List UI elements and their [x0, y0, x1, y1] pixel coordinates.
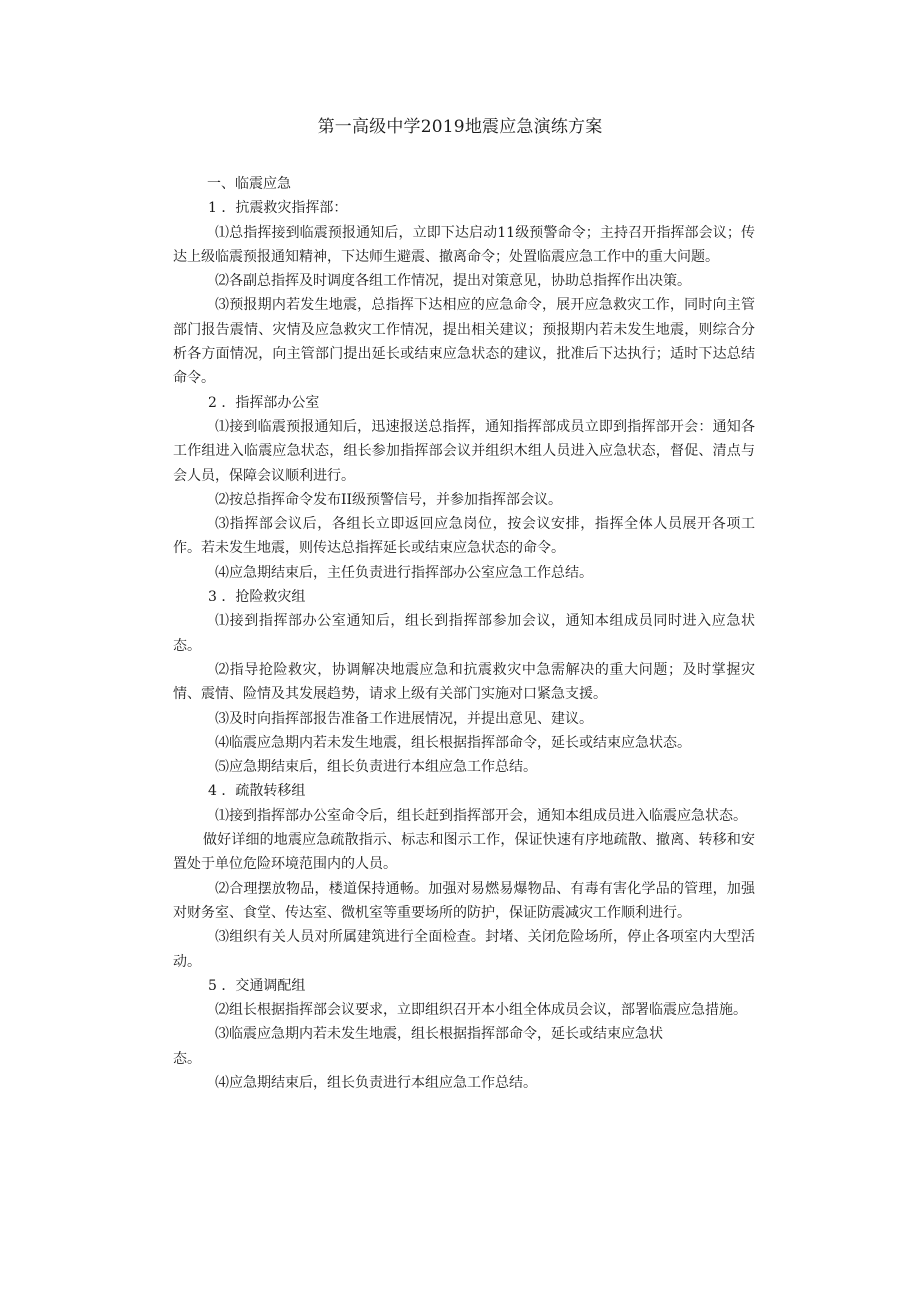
list-item: ⑴接到指挥部办公室通知后，组长到指挥部参加会议，通知本组成员同时进入应急状态。 [173, 613, 755, 654]
list-item: ⑶预报期内若发生地震，总指挥下达相应的应急命令，展开应急救灾工作，同时向主管部门报告震情、灾情及应急救灾工作情况，提出相关建议；预报期内若未发生地震，则综合分析各方面情况，向主管部门提出延长或结束应急状态的建议，批准后下达执行；适时下达总结命令。 [173, 297, 755, 387]
list-item: ⑴接到指挥部办公室命令后，组长赶到指挥部开会，通知本组成员进入临震应急状态。 [215, 807, 747, 824]
list-item: ⑷应急期结束后，主任负责进行指挥部办公室应急工作总结。 [215, 564, 593, 581]
list-item: ⑶临震应急期内若未发生地震，组长根据指挥部命令，延长或结束应急状 [215, 1026, 663, 1043]
list-item: ⑶及时向指挥部报告准备工作进展情况，并提出意见、建议。 [215, 710, 593, 727]
list-item: ⑵合理摆放物品，楼道保持通畅。加强对易燃易爆物品、有毒有害化学品的管理，加强对财务室、食堂、传达室、微机室等重要场所的防护，保证防震减灾工作顺利进行。 [173, 880, 755, 921]
list-item: ⑴总指挥接到临震预报通知后，立即下达启动11级预警命令；主持召开指挥部会议；传达上级临震预报通知精神，下达师生避震、撤离命令；处置临震应急工作中的重大问题。 [173, 224, 755, 265]
list-item: ⑸应急期结束后，组长负责进行本组应急工作总结。 [215, 759, 537, 776]
group-heading: 2 ．指挥部办公室 [208, 394, 320, 411]
section-heading: 一、临震应急 [207, 176, 291, 192]
group-heading: 4 ．疏散转移组 [208, 783, 306, 800]
group-heading: 3 ．抢险救灾组 [208, 589, 306, 606]
document-body [173, 172, 755, 1095]
list-item: ⑵组长根据指挥部会议要求，立即组织召开本小组全体成员会议，部署临震应急措施。 [215, 1002, 747, 1019]
group-heading: 5 ．交通调配组 [208, 977, 306, 994]
document-title: 第一高级中学2019地震应急演练方案 [317, 117, 603, 137]
list-item: ⑵各副总指挥及时调度各组工作情况，提出对策意见，协助总指挥作出决策。 [215, 273, 691, 290]
list-item-continuation: 态。 [173, 1050, 201, 1067]
list-item: ⑶组织有关人员对所属建筑进行全面检查。封堵、关闭危险场所，停止各项室内大型活动。 [173, 929, 755, 970]
list-item: ⑷临震应急期内若未发生地震，组长根据指挥部命令，延长或结束应急状态。 [215, 734, 691, 751]
list-item: ⑶指挥部会议后，各组长立即返回应急岗位，按会议安排，指挥全体人员展开各项工作。若未发生地震，则传达总指挥延长或结束应急状态的命令。 [173, 516, 755, 557]
list-item: ⑵指导抢险救灾，协调解决地震应急和抗震救灾中急需解决的重大问题；及时掌握灾情、震情、险情及其发展趋势，请求上级有关部门实施对口紧急支援。 [173, 661, 755, 703]
list-item: ⑷应急期结束后，组长负责进行本组应急工作总结。 [215, 1074, 537, 1091]
list-item: ⑵按总指挥命令发布II级预警信号，并参加指挥部会议。 [215, 491, 563, 508]
paragraph: 做好详细的地震应急疏散指示、标志和图示工作，保证快速有序地疏散、撤离、转移和安置处于单位危险环境范围内的人员。 [173, 832, 755, 873]
list-item: ⑴接到临震预报通知后，迅速报送总指挥，通知指挥部成员立即到指挥部开会：通知各工作组进入临震应急状态，组长参加指挥部会议并组织木组人员进入应急状态，督促、清点与会人员，保障会议顺利进行。 [173, 418, 755, 484]
group-heading: 1 ．抗震救灾指挥部： [208, 200, 348, 217]
